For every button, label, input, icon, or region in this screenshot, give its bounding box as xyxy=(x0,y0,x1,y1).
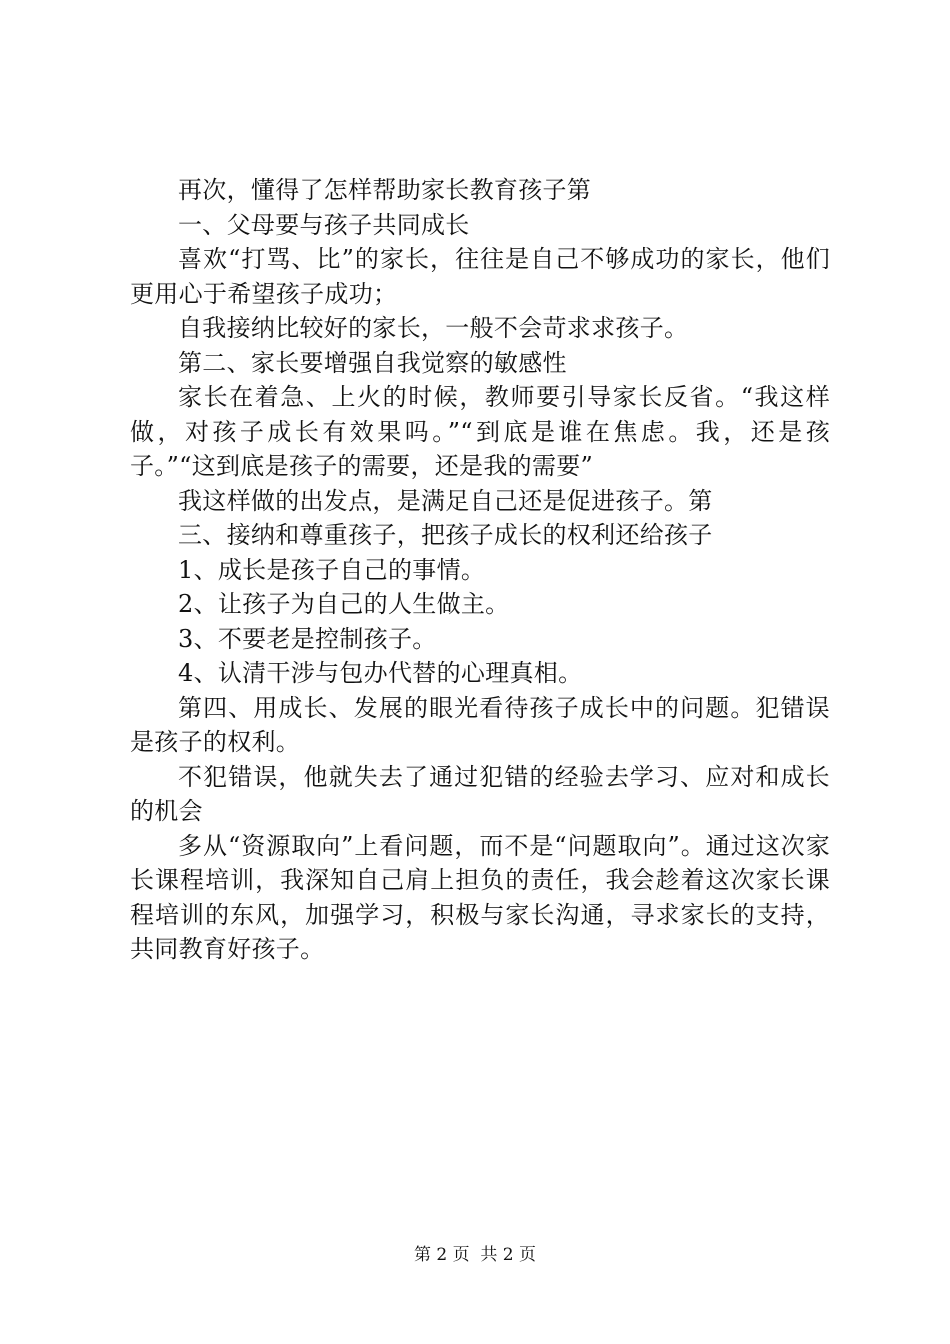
list-item: 1、成长是孩子自己的事情。 xyxy=(178,555,486,584)
paragraph: 不犯错误，他就失去了通过犯错的经验去学习、应对和成长的机会 xyxy=(130,762,830,825)
page-number-label: 第 2 页 共 2 页 xyxy=(413,1245,537,1265)
paragraph: 我这样做的出发点，是满足自己还是促进孩子。第 xyxy=(178,486,713,515)
paragraph: 喜欢“打骂、比”的家长，往往是自己不够成功的家长，他们更用心于希望孩子成功； xyxy=(130,245,830,308)
list-item: 2、让孩子为自己的人生做主。 xyxy=(178,590,510,618)
list-item: 4、认清干涉与包办代替的心理真相。 xyxy=(178,659,583,687)
paragraph: 多从“资源取向”上看问题，而不是“问题取向”。通过这次家长课程培训，我深知自己肩上担负的责任，我会趁着这次家长课程培训的东风，加强学习，积极与家长沟通，寻求家长的支持，共同教育好孩子。 xyxy=(130,831,830,963)
section-heading-4: 第四、用成长、发展的眼光看待孩子成长中的问题。犯错误是孩子的权利。 xyxy=(130,693,830,756)
document-body xyxy=(130,173,830,967)
section-heading-2: 第二、家长要增强自我觉察的敏感性 xyxy=(178,348,567,377)
list-item: 3、不要老是控制孩子。 xyxy=(178,624,437,653)
paragraph: 再次，懂得了怎样帮助家长教育孩子第 xyxy=(178,176,592,204)
page-footer xyxy=(0,1243,950,1267)
section-heading-1: 一、父母要与孩子共同成长 xyxy=(178,210,470,239)
section-heading-3: 三、接纳和尊重孩子，把孩子成长的权利还给孩子 xyxy=(178,521,713,549)
paragraph: 家长在着急、上火的时候，教师要引导家长反省。“我这样做，对孩子成长有效果吗。”“到底是谁在焦虑。我，还是孩子。”“这到底是孩子的需要，还是我的需要” xyxy=(130,383,830,480)
paragraph: 自我接纳比较好的家长，一般不会苛求求孩子。 xyxy=(178,314,689,342)
